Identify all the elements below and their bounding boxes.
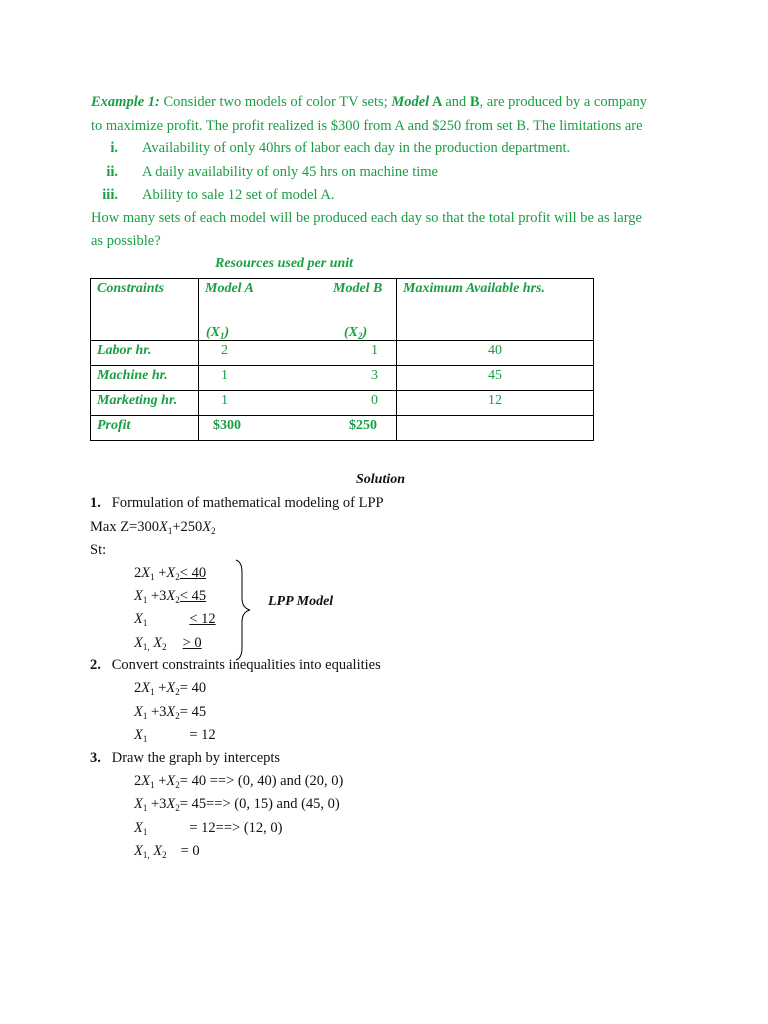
row-max: 40 bbox=[397, 341, 594, 366]
row-max bbox=[397, 416, 594, 441]
example-intro-line1: Example 1: Consider two models of color TV sets; Model A and B, are produced by a company bbox=[91, 94, 648, 110]
table-row bbox=[91, 416, 594, 441]
intercept-4: $X_{1,}$ $X_2 = 0$ bbox=[134, 843, 200, 860]
header-model-a: Model A bbox=[205, 281, 254, 296]
header-x2: $(X_2)$ bbox=[344, 325, 368, 341]
table-caption: Resources used per unit bbox=[215, 256, 354, 271]
header-constraints: Constraints bbox=[91, 279, 199, 341]
list-item: A daily availability of only 45 hrs on machine time bbox=[142, 164, 438, 180]
objective-function: Max $Z=300X_1+250X_2$ bbox=[90, 519, 216, 536]
equality-2: $X_1 +3X_2= 45$ bbox=[134, 704, 207, 721]
table-row bbox=[91, 366, 594, 391]
list-item-number: ii. bbox=[106, 164, 118, 180]
intercept-1: $2X_1 +X_2= 40$ ==> (0, 40) and (20, 0) bbox=[134, 773, 344, 790]
row-models: 2 1 bbox=[199, 341, 397, 366]
curly-brace-icon bbox=[230, 558, 252, 662]
header-max-hours: Maximum Available hrs. bbox=[397, 279, 594, 341]
list-item-number: iii. bbox=[102, 187, 118, 203]
constraint-3: $X_1 < 12$ bbox=[134, 611, 216, 628]
constraint-1: $2X_1 +X_2< 40$ bbox=[134, 565, 207, 582]
row-label: Marketing hr. bbox=[91, 391, 199, 416]
equality-3: $X_1 = 12$ bbox=[134, 727, 216, 744]
step-2: 2. Convert constraints inequalities into equalities bbox=[90, 657, 381, 673]
step-1: 1. Formulation of mathematical modeling of LPP bbox=[90, 495, 384, 511]
question-line1: How many sets of each model will be produced each day so that the total profit will be as large bbox=[91, 210, 642, 226]
intercept-2: $X_1 +3X_2= 45==> (0$, 15) and (45, 0) bbox=[134, 796, 340, 813]
header-model-b: Model B bbox=[333, 281, 383, 296]
list-item: Availability of only 40hrs of labor each day in the production department. bbox=[142, 140, 571, 156]
constraint-4: $X_{1,}$ $X_2 > 0$ bbox=[134, 635, 202, 652]
step-3: 3. Draw the graph by intercepts bbox=[90, 750, 281, 766]
question-line2: as possible? bbox=[91, 233, 161, 249]
equality-1: $2X_1 +X_2= 40$ bbox=[134, 680, 207, 697]
row-label: Labor hr. bbox=[91, 341, 199, 366]
row-label: Machine hr. bbox=[91, 366, 199, 391]
row-models: 1 3 bbox=[199, 366, 397, 391]
resources-table bbox=[90, 278, 594, 441]
intercept-3: $X_1 = 12==> (12$, 0) bbox=[134, 820, 283, 837]
row-label: Profit bbox=[91, 416, 199, 441]
solution-title: Solution bbox=[356, 472, 406, 487]
row-max: 45 bbox=[397, 366, 594, 391]
lpp-model-label: LPP Model bbox=[268, 594, 334, 609]
row-max: 12 bbox=[397, 391, 594, 416]
header-x1: $(X_1)$ bbox=[206, 325, 230, 341]
row-models: $300 $250 bbox=[199, 416, 397, 441]
row-models: 1 0 bbox=[199, 391, 397, 416]
list-item-number: i. bbox=[110, 140, 118, 156]
example-label: Example 1: bbox=[91, 94, 160, 110]
table-row bbox=[91, 391, 594, 416]
constraint-2: $X_1 +3X_2< 45$ bbox=[134, 588, 207, 605]
example-intro-line2: to maximize profit. The profit realized is $300 from A and $250 from set B. The limitations are bbox=[91, 118, 643, 134]
header-models bbox=[199, 279, 397, 341]
table-header-row bbox=[91, 279, 594, 341]
table-row bbox=[91, 341, 594, 366]
subject-to: St: bbox=[90, 542, 107, 558]
list-item: Ability to sale 12 set of model A. bbox=[142, 187, 335, 203]
